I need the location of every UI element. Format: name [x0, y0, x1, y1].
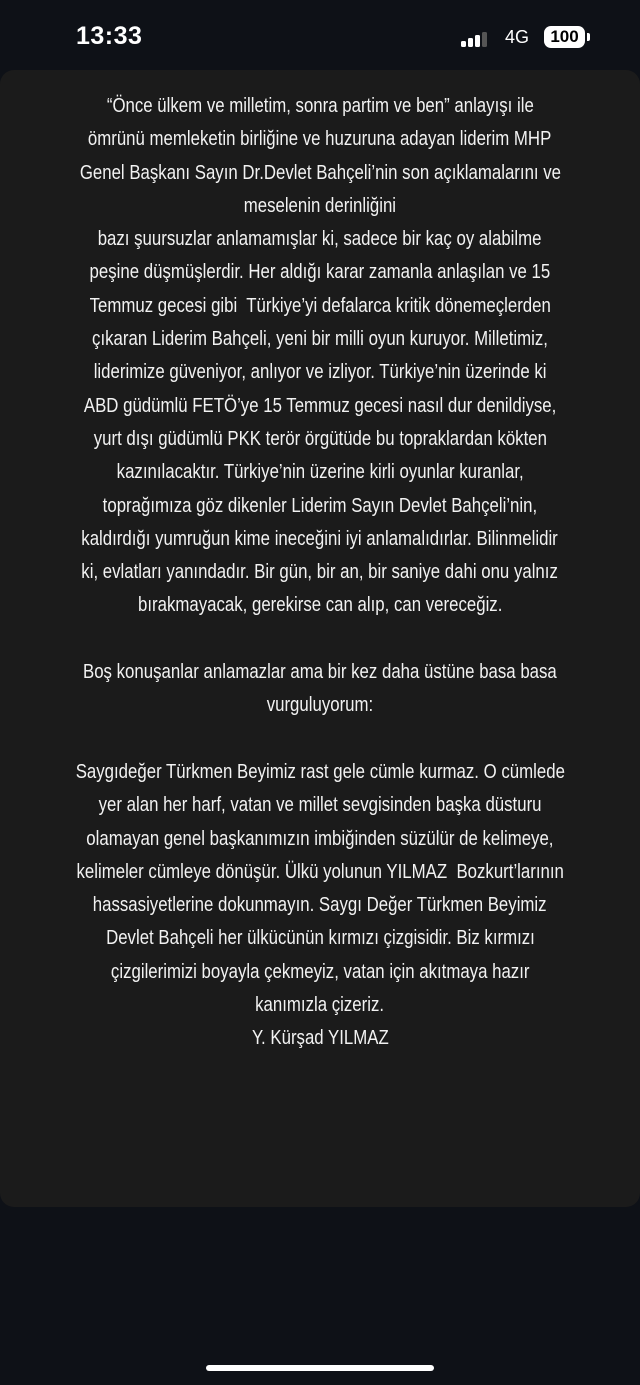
text-line — [0, 255, 640, 288]
text-line-content: yer alan her harf, vatan ve millet sevgisinden başka düsturu — [98, 793, 542, 817]
text-line-content: Y. Kürşad YILMAZ — [251, 1026, 389, 1050]
text-line — [0, 156, 640, 189]
post-text — [0, 89, 640, 1055]
text-line-content: ABD güdümlü FETÖ’ye 15 Temmuz gecesi nasıl dur denildiyse, — [83, 393, 557, 417]
text-line-content: ki, evlatları yanındadır. Bir gün, bir an, bir saniye dahi onu yalnız — [81, 560, 559, 584]
home-indicator[interactable] — [206, 1365, 434, 1371]
text-line-content: çıkaran Liderim Bahçeli, yeni bir milli oyun kuruyor. Milletimiz, — [92, 327, 548, 351]
text-line — [0, 822, 640, 855]
status-time: 13:33 — [76, 22, 143, 50]
text-line-content: çizgilerimizi boyayla çekmeyiz, vatan için akıtmaya hazır — [110, 959, 530, 983]
text-line — [0, 289, 640, 322]
text-line — [0, 788, 640, 821]
text-line-content: Saygıdeğer Türkmen Beyimiz rast gele cümle kurmaz. O cümlede — [75, 759, 565, 783]
text-line — [0, 588, 640, 621]
text-line — [0, 522, 640, 555]
text-line — [0, 422, 640, 455]
text-line-content: kazınılacaktır. Türkiye’nin üzerine kirli oyunlar kuranlar, — [116, 460, 524, 484]
text-line-content: toprağımıza göz dikenler Liderim Sayın Devlet Bahçeli’nin, — [102, 493, 538, 517]
text-line — [0, 655, 640, 688]
network-type: 4G — [505, 27, 530, 47]
text-line — [0, 921, 640, 954]
text-line — [0, 122, 640, 155]
text-line-content: kanımızla çizeriz. — [255, 993, 385, 1017]
text-line-content: hassasiyetlerine dokunmayın. Saygı Değer Türkmen Beyimiz — [93, 893, 547, 917]
text-line-content: Genel Başkanı Sayın Dr.Devlet Bahçeli’nin son açıklamalarını ve — [79, 160, 561, 184]
text-line — [0, 888, 640, 921]
text-line — [0, 455, 640, 488]
text-line — [0, 355, 640, 388]
text-line-content: liderimize güveniyor, anlıyor ve izliyor. Türkiye’nin üzerinde ki — [93, 360, 547, 384]
text-line — [0, 555, 640, 588]
text-line — [0, 389, 640, 422]
text-line-content: meselenin derinliğini — [243, 193, 397, 217]
text-line-content: Devlet Bahçeli her ülkücünün kırmızı çizgisidir. Biz kırmızı — [105, 926, 535, 950]
blank-line — [0, 722, 640, 755]
text-line — [0, 89, 640, 122]
text-line — [0, 222, 640, 255]
text-line — [0, 988, 640, 1021]
text-line — [0, 955, 640, 988]
battery-icon: 100 — [544, 26, 585, 48]
text-line — [0, 322, 640, 355]
text-line-content: bazı şuursuzlar anlamamışlar ki, sadece bir kaç oy alabilme — [98, 227, 542, 251]
text-line-content: peşine düşmüşlerdir. Her aldığı karar zamanla anlaşılan ve 15 — [89, 260, 551, 284]
cellular-signal-icon — [461, 32, 489, 47]
text-line — [0, 755, 640, 788]
text-line-content: Temmuz gecesi gibi Türkiye’yi defalarca kritik dönemeçlerden — [89, 293, 551, 317]
text-line-content: vurguluyorum: — [266, 693, 374, 717]
text-line — [0, 688, 640, 721]
battery-tip-icon — [587, 33, 590, 41]
text-line — [0, 189, 640, 222]
text-line — [0, 855, 640, 888]
text-line — [0, 1021, 640, 1054]
text-line-content: ömrünü memleketin birliğine ve huzuruna adayan liderim MHP — [88, 127, 552, 151]
text-line-content: kaldırdığı yumruğun kime ineceğini iyi anlamalıdırlar. Bilinmelidir — [81, 526, 559, 550]
text-line-content: kelimeler cümleye dönüşür. Ülkü yolunun YILMAZ Bozkurt’larının — [76, 859, 564, 883]
status-bar — [0, 0, 640, 70]
text-line-content: “Önce ülkem ve milletim, sonra partim ve ben” anlayışı ile — [106, 94, 534, 117]
text-line-content: olamayan genel başkanımızın imbiğinden süzülür de kelimeye, — [86, 826, 554, 850]
text-line-content: Boş konuşanlar anlamazlar ama bir kez daha üstüne basa basa — [83, 660, 557, 684]
text-line-content: yurt dışı güdümlü PKK terör örgütüde bu topraklardan kökten — [93, 426, 547, 450]
text-line-content: bırakmayacak, gerekirse can alıp, can vereceğiz. — [137, 593, 503, 617]
blank-line — [0, 622, 640, 655]
text-line — [0, 489, 640, 522]
